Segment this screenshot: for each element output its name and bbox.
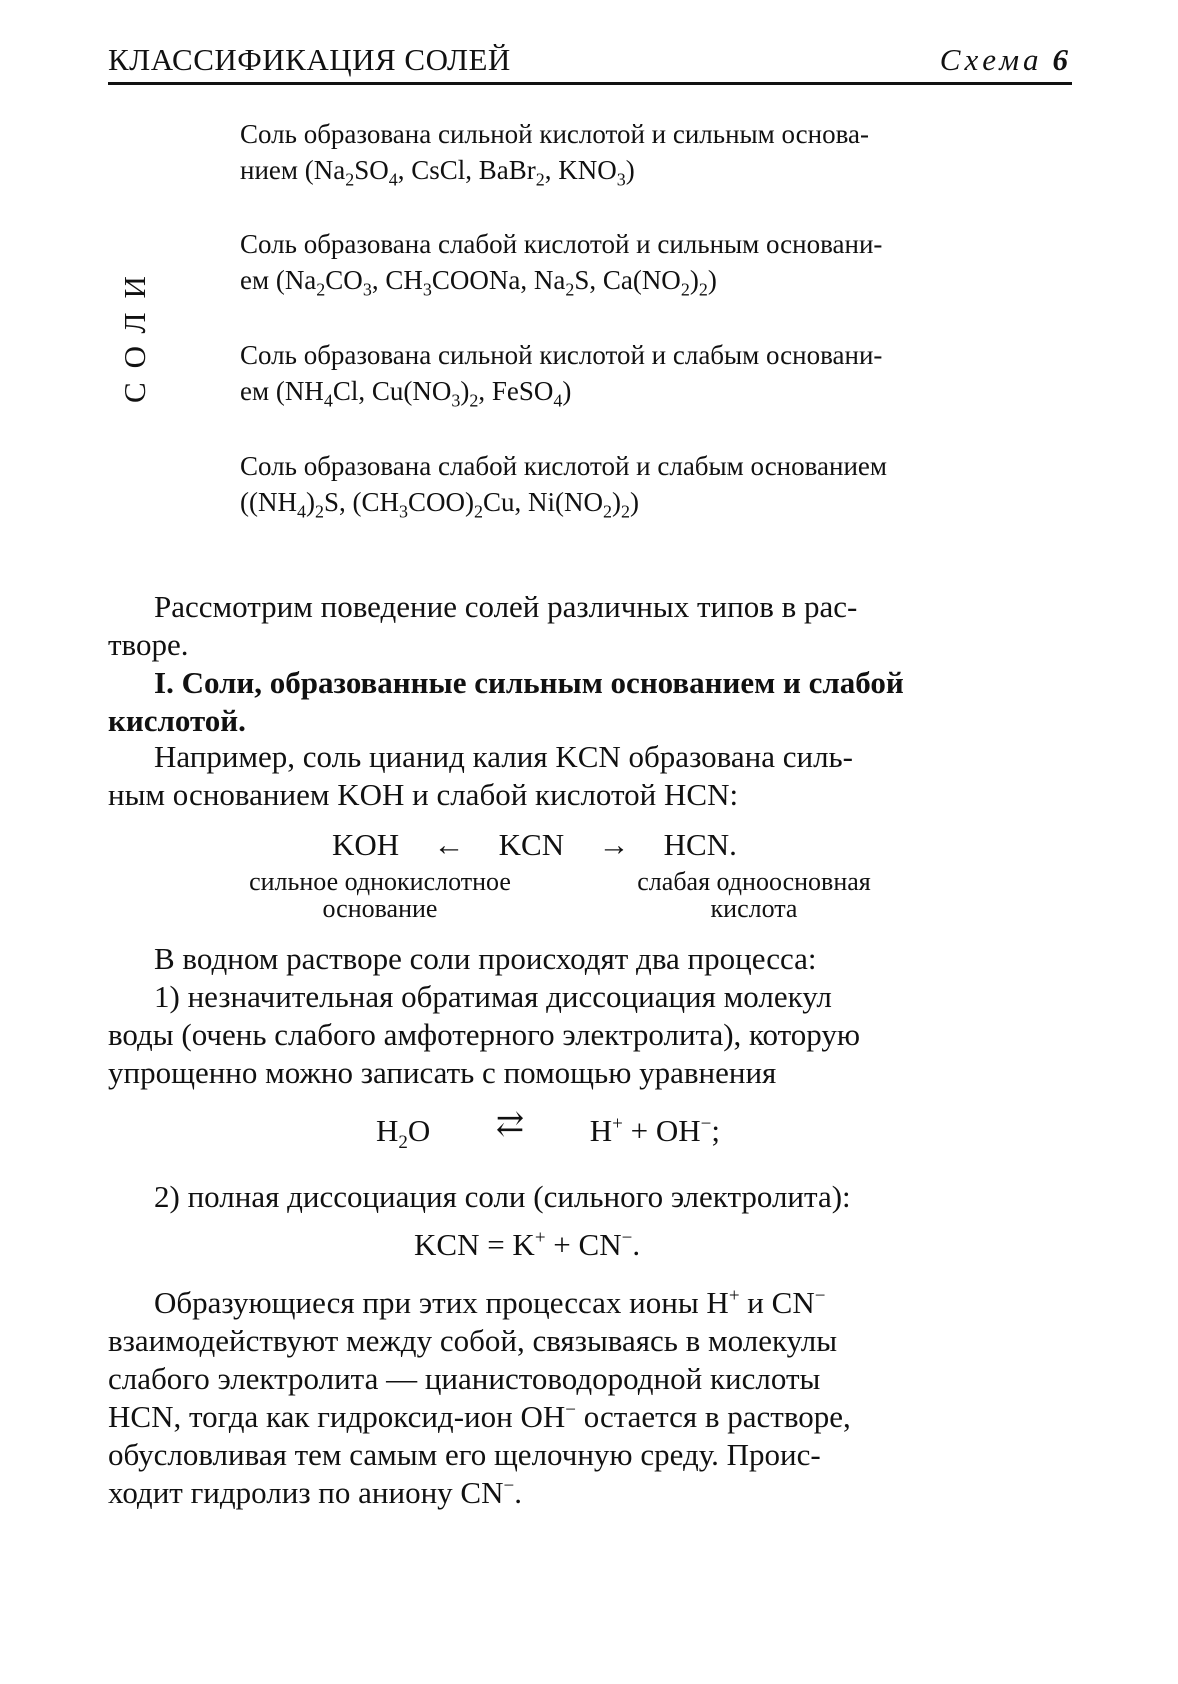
f1e: 2 — [535, 169, 545, 190]
kcn-minus: − — [621, 1227, 633, 1249]
f1c: 4 — [388, 169, 398, 190]
salt-case-3-line1: Соль образована сильной кислотой и слабым основани- — [240, 340, 883, 370]
two-processes-line: В водном растворе соли происходят два процесса: — [154, 941, 817, 976]
water-left-sub: 2 — [398, 1132, 408, 1154]
salt-case-1 — [240, 116, 1070, 188]
scheme-label — [940, 42, 1068, 78]
f3h: 4 — [553, 390, 563, 411]
f2e: , CH — [371, 265, 423, 295]
caption-right-1: слабая одноосновная — [637, 867, 871, 896]
f4g: COO) — [408, 487, 475, 517]
scheme-left: KOH — [332, 827, 400, 862]
salt-case-2-line2: ем ($Na_2CO_3$, $CH_3COONa$, $Na_2S$, $Ca(NO_2)_2$) — [240, 265, 717, 300]
f4l: 2 — [621, 501, 631, 522]
water-plus: + — [612, 1113, 623, 1135]
f2l: 2 — [698, 279, 708, 300]
f2a: Na — [284, 265, 317, 295]
salt-case-4 — [240, 448, 1070, 520]
process1-line2: воды (очень слабого амфотерного электролита), которую — [108, 1017, 861, 1052]
f4h: 2 — [474, 501, 484, 522]
final-line3: слабого электролита — цианистоводородной кислоты — [108, 1361, 821, 1396]
f2c: CO — [325, 265, 363, 295]
f2g: COONa, Na — [431, 265, 566, 295]
equation-water — [376, 1106, 720, 1154]
water-tail: ; — [711, 1113, 720, 1148]
f2d: 3 — [362, 279, 372, 300]
caption-right — [594, 868, 914, 922]
f4i: Cu, Ni(NO — [483, 487, 604, 517]
final-minus-3: − — [503, 1475, 515, 1497]
header-title: КЛАССИФИКАЦИЯ СОЛЕЙ — [108, 42, 511, 77]
caption-left-2: основание — [322, 894, 438, 923]
water-right: H — [589, 1113, 613, 1148]
scheme-center: KCN — [498, 827, 565, 862]
scheme-row — [332, 826, 737, 864]
f3f: 2 — [469, 390, 479, 411]
paragraph-consider — [108, 588, 1072, 664]
salt-case-1-line2: нием ($Na_2SO_4$, CsCl, BaBr$_2$, $KNO_3$) — [240, 155, 635, 190]
water-minus: − — [700, 1113, 712, 1135]
process2-line: 2) полная диссоциация соли (сильного электролита): — [154, 1179, 851, 1214]
equation-kcn — [414, 1226, 640, 1264]
paragraph-final — [108, 1284, 1072, 1512]
kcn-left: KCN = K — [414, 1227, 535, 1262]
f4c: ) — [306, 487, 315, 517]
f4a: (NH — [249, 487, 297, 517]
final-plus: + — [728, 1285, 740, 1307]
consider-line1: Рассмотрим поведение солей различных типов в рас- — [154, 589, 858, 624]
f1s: 2 — [345, 169, 355, 190]
kcn-tail: . — [632, 1227, 641, 1262]
example-line1: Например, соль цианид калия KCN образована силь- — [154, 739, 853, 774]
final-minus-2: − — [565, 1399, 576, 1421]
section-title — [108, 664, 1072, 740]
f4k: ) — [612, 487, 622, 517]
salt-case-2-line1: Соль образована слабой кислотой и сильным основани- — [240, 229, 883, 259]
water-left: H — [376, 1113, 399, 1148]
f1f: , KNO — [544, 155, 617, 185]
final-line2: взаимодействуют между собой, связываясь в молекулы — [108, 1323, 838, 1358]
process1-line1: 1) незначительная обратимая диссоциация молекул — [154, 979, 832, 1014]
f4b: 4 — [297, 501, 306, 522]
final-line1 — [108, 1284, 1072, 1322]
f1h: ) — [625, 155, 635, 185]
salt-case-3 — [240, 337, 1070, 409]
f3e: ) — [460, 376, 470, 406]
side-label — [116, 262, 156, 403]
section-title-line2: кислотой. — [108, 703, 246, 738]
final-1a: Образующиеся при этих процессах ионы H — [154, 1285, 729, 1320]
final-minus-1: − — [814, 1285, 826, 1307]
f2j: 2 — [680, 279, 690, 300]
caption-left-1: сильное однокислотное — [249, 867, 511, 896]
f3a: NH — [284, 376, 324, 406]
f4m: ) — [630, 487, 640, 517]
page-header — [108, 38, 1072, 85]
f3c: Cl, Cu(NO — [332, 376, 452, 406]
water-left-tail: O — [407, 1113, 431, 1148]
f4d: 2 — [315, 501, 324, 522]
final-4b: остается в растворе, — [583, 1399, 851, 1434]
kcn-plus: + — [534, 1227, 546, 1249]
paragraph-process2 — [108, 1178, 1072, 1216]
scheme-number: 6 — [1052, 42, 1068, 77]
final-line5: обусловливая тем самым его щелочную среду. Проис- — [108, 1437, 821, 1472]
f4f: 3 — [399, 501, 409, 522]
consider-line2: творе. — [108, 627, 189, 662]
f3b: 4 — [323, 390, 333, 411]
section-title-line1: I. Соли, образованные сильным основанием и слабой — [154, 665, 904, 700]
salt-case-1-line1: Соль образована сильной кислотой и сильным основа- — [240, 119, 869, 149]
final-4a: HCN, тогда как гидроксид-ион OH — [108, 1399, 566, 1434]
f3i: ) — [562, 376, 572, 406]
scheme-arrow-right: → — [598, 827, 630, 862]
paragraph-example — [108, 738, 1072, 814]
f3g: , FeSO — [478, 376, 554, 406]
final-6b: . — [514, 1475, 522, 1510]
final-1b: и CN — [747, 1285, 815, 1320]
f1b: SO — [354, 155, 389, 185]
scheme-arrow-left: ← — [433, 827, 465, 862]
f4e: S, (CH — [324, 487, 400, 517]
side-label-text: СОЛИ — [117, 262, 152, 403]
salt-case-4-line1: Соль образована слабой кислотой и слабым основанием — [240, 451, 887, 481]
salt-case-3-line2: ем ($NH_4Cl$, $Cu(NO_3)_2$, FeSO$_4$) — [240, 376, 572, 411]
scheme-word: Схема — [939, 42, 1043, 77]
final-line4 — [108, 1398, 1072, 1436]
f2k: ) — [689, 265, 699, 295]
f2h: 2 — [565, 279, 575, 300]
scheme-right: HCN. — [663, 827, 737, 862]
water-right-mid: + OH — [622, 1113, 701, 1148]
f2b: 2 — [316, 279, 326, 300]
f2i: S, Ca(NO — [574, 265, 681, 295]
f1: Na — [313, 155, 346, 185]
final-line6 — [108, 1474, 1072, 1512]
f2f: 3 — [422, 279, 432, 300]
f4j: 2 — [603, 501, 613, 522]
salt-case-4-line2: ($(NH_4)_2S$, $(CH_3COO)_2Cu$, $Ni(NO_2)_2$) — [240, 487, 640, 522]
example-line2: ным основанием KOH и слабой кислотой HCN: — [108, 777, 739, 812]
f2m: ) — [707, 265, 717, 295]
caption-right-2: кислота — [710, 894, 798, 923]
kcn-mid: + CN — [545, 1227, 622, 1262]
f1d: , CsCl, BaBr — [397, 155, 536, 185]
f3d: 3 — [451, 390, 461, 411]
paragraph-processes — [108, 940, 1072, 1092]
f1g: 3 — [616, 169, 626, 190]
final-6a: ходит гидролиз по аниону CN — [108, 1475, 504, 1510]
caption-left — [200, 868, 560, 922]
equilibrium-arrow: ⇄ — [495, 1106, 525, 1143]
salt-case-2 — [240, 226, 1070, 298]
process1-line3: упрощенно можно записать с помощью уравнения — [108, 1055, 777, 1090]
